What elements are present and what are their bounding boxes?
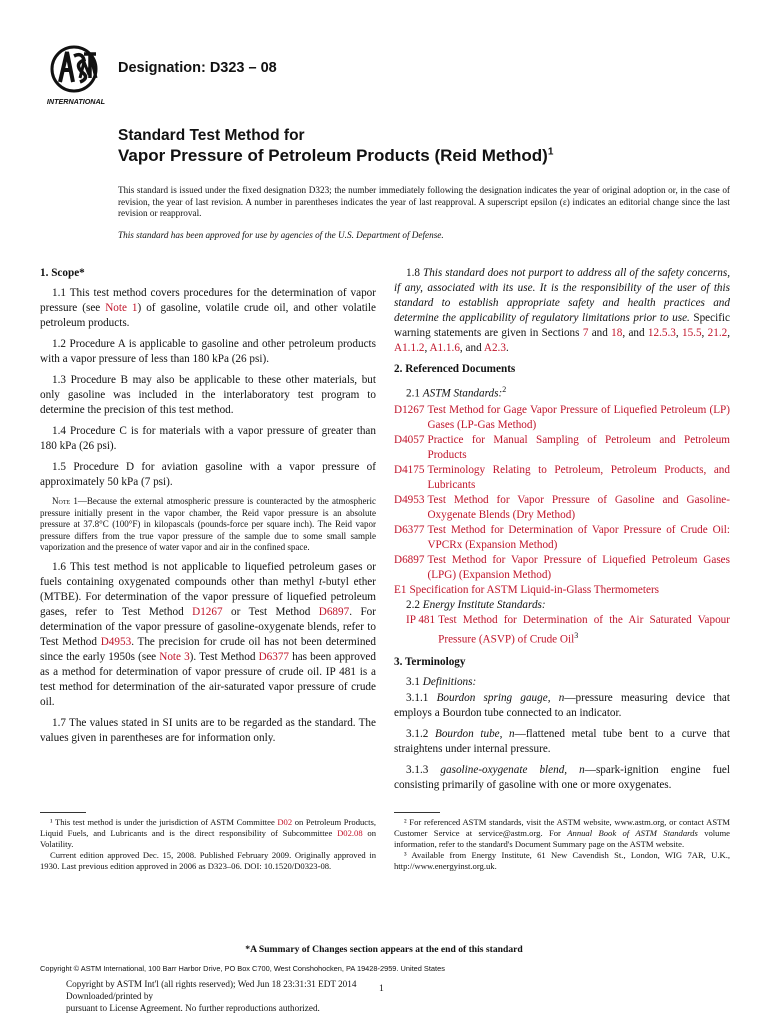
section-21-2-link[interactable]: 21.2 [707, 327, 728, 339]
copyright-line: Copyright © ASTM International, 100 Barr Harbor Drive, PO Box C700, West Conshohocken, PA 19428-2959. United States [40, 964, 445, 973]
astm-standards-label: 2.1 ASTM Standards:$^2$ [406, 385, 507, 400]
note-1: Note 1—Because the external atmospheric pressure is counteracted by the atmospheric pressure initially present in the vapor chamber, the Reid vapor pressure is an absolute pressure at 37.8°C (100°F) in kilopascals (pounds-force per square inch). The Reid vapor pressure differs from the true vapor pressure of the sample due to some small sample vaporization and the presence of water vapor and air in the confined space. [40, 496, 377, 553]
reference-item [394, 583, 730, 598]
reference-item [394, 433, 730, 463]
reference-item [394, 553, 730, 583]
note-1-link[interactable]: Note 1 [105, 302, 138, 314]
scope-1-1: 1.1 This test method covers procedures for the determination of vapor pressure (see Note 1) of gasoline, volatile crude oil, and other volatile petroleum products. [40, 287, 376, 329]
download-line-1: Copyright by ASTM Int'l (all rights reserved); Wed Jun 18 23:31:31 EDT 2014 [66, 979, 357, 989]
download-line-2: Downloaded/printed by [66, 991, 154, 1001]
section-a2-3-link[interactable]: A2.3 [483, 342, 506, 354]
scope-1-5: 1.5 Procedure D for aviation gasoline with a vapor pressure of approximately 50 kPa (7 psi). [40, 461, 376, 488]
dod-approval: This standard has been approved for use by agencies of the U.S. Department of Defense. [118, 230, 444, 240]
d6377-link[interactable]: D6377 [258, 650, 290, 663]
section-12-5-3-link[interactable]: 12.5.3 [647, 327, 676, 339]
term-3-1-1: 3.1.1 Bourdon spring gauge, n—pressure measuring device that employs a Bourdon tube connected to an indicator. [394, 692, 730, 720]
ip-481-title[interactable]: Test Method for Determination of the Air Saturated Vapour Pressure (ASVP) of Crude Oil$^3$ [438, 613, 730, 646]
terminology-heading: 3. Terminology [394, 656, 466, 669]
scope-1-7: 1.7 The values stated in SI units are to be regarded as the standard. The values given in parentheses are for information only. [40, 716, 376, 744]
right-column [394, 266, 730, 799]
reference-code-link[interactable]: D1267 [394, 403, 425, 416]
d02-link[interactable]: D02 [277, 817, 293, 827]
reference-title-link[interactable]: Test Method for Gage Vapor Pressure of Liquefied Petroleum (LP) Gases (LP-Gas Method) [427, 403, 730, 431]
page-number: 1 [379, 983, 384, 994]
summary-of-changes-note: *A Summary of Changes section appears at the end of this standard [245, 944, 523, 955]
footnote-1: ¹ This test method is under the jurisdiction of ASTM Committee D02 on Petroleum Products, Liquid Fuels, and Lubricants and is the direct responsibility of Subcommittee D02.08 on Volatility. [40, 817, 376, 849]
scope-1-3: 1.3 Procedure B may also be applicable to these other materials, but only gasoline was included in the interlaboratory test program to determine the precision of this test method. [40, 374, 376, 416]
reference-item [394, 493, 730, 523]
ip-481-link[interactable]: IP 481 [406, 613, 436, 626]
astm-logo [40, 42, 112, 108]
reference-code-link[interactable]: D6377 [394, 523, 425, 536]
designation: Designation: D323 – 08 [118, 60, 277, 76]
footnote-1-edition: Current edition approved Dec. 15, 2008. Published February 2009. Originally approved in 1930. Last previous edition approved in 2006 as D323–06. DOI: 10.1520/D0323-08. [40, 850, 376, 871]
scope-1-6: 1.6 This test method is not applicable to liquefied petroleum gases or fuels containing oxygenated compounds other than methyl t-butyl ether (MTBE). For determination of the vapor pressure of liquefied petroleum gases, refer to Test Method D1267 or Test Method D6897. For determination of the vapor pressure of gasoline-oxygenate blends, refer to Test Method D4953. The precision for crude oil has not been determined since the early 1950s (see Note 3). Test Method D6377 has been approved as a method for determination of vapor pressure of crude oil. IP 481 is a test method for determination of the air-saturated vapor pressure of crude oil. [40, 560, 376, 708]
ip-481-reference [394, 613, 730, 648]
reference-title-link[interactable]: Practice for Manual Sampling of Petroleum and Petroleum Products [427, 433, 730, 461]
footnote-rule [40, 812, 86, 813]
footnote-3: ³ Available from Energy Institute, 61 New Cavendish St., London, WIG 7AR, U.K., http://www.energyinst.org.uk. [394, 850, 730, 871]
section-15-5-link[interactable]: 15.5 [681, 327, 702, 339]
reference-title-link[interactable]: Specification for ASTM Liquid-in-Glass Thermometers [409, 583, 660, 596]
title-line-2: Vapor Pressure of Petroleum Products (Reid Method)$^1$ [118, 146, 554, 165]
reference-title-link[interactable]: Terminology Relating to Petroleum, Petroleum Products, and Lubricants [427, 463, 730, 491]
astm-reference-list [394, 403, 730, 598]
refs-heading: 2. Referenced Documents [394, 363, 516, 375]
reference-item [394, 463, 730, 493]
d6897-link[interactable]: D6897 [318, 605, 350, 618]
term-3-1-3: 3.1.3 gasoline-oxygenate blend, n—spark-ignition engine fuel consisting primarily of gasoline with one or more oxygenates. [394, 764, 731, 792]
scope-1-4: 1.4 Procedure C is for materials with a vapor pressure of greater than 180 kPa (26 psi). [40, 425, 376, 452]
footnote-rule [394, 812, 440, 813]
reference-item [394, 523, 730, 553]
footnotes-left [40, 812, 376, 872]
section-18-link[interactable]: 18 [611, 327, 623, 339]
reference-code-link[interactable]: E1 [394, 583, 407, 596]
ei-standards-label: 2.2 Energy Institute Standards: [406, 598, 546, 611]
scope-heading: 1. Scope* [40, 267, 85, 279]
reference-title-link[interactable]: Test Method for Vapor Pressure of Liquefied Petroleum Gases (LPG) (Expansion Method) [427, 553, 730, 581]
definitions-label: 3.1 Definitions: [406, 676, 477, 689]
reference-title-link[interactable]: Test Method for Determination of Vapor Pressure of Crude Oil: VPCRx (Expansion Method) [427, 523, 730, 551]
section-7-link[interactable]: 7 [582, 327, 589, 339]
download-stamp [66, 978, 356, 1014]
scope-1-2: 1.2 Procedure A is applicable to gasoline and other petroleum products with a vapor pressure of less than 180 kPa (26 psi). [40, 338, 376, 365]
section-a1-1-6-link[interactable]: A1.1.6 [429, 342, 460, 354]
download-line-3: pursuant to License Agreement. No further reproductions authorized. [66, 1003, 320, 1013]
d4953-link[interactable]: D4953 [100, 635, 132, 648]
intro-text: This standard is issued under the fixed designation D323; the number immediately following the designation indicates the year of original adoption or, in the case of revision, the year of last revision. A number in parentheses indicates the year of last reapproval. A superscript epsilon (ε) indicates an editorial change since the last revision or reapproval. [118, 185, 730, 219]
footnotes-right [394, 812, 730, 872]
reference-code-link[interactable]: D4175 [394, 463, 425, 476]
reference-code-link[interactable]: D4057 [394, 433, 425, 446]
d1267-link[interactable]: D1267 [192, 605, 223, 618]
term-3-1-2: 3.1.2 Bourdon tube, n—flattened metal tube bent to a curve that straightens under internal pressure. [394, 728, 730, 756]
logo-text: INTERNATIONAL [46, 97, 106, 106]
reference-code-link[interactable]: D6897 [394, 553, 425, 566]
section-a1-1-2-link[interactable]: A1.1.2 [394, 342, 425, 354]
left-column [40, 266, 376, 752]
reference-code-link[interactable]: D4953 [394, 493, 425, 506]
reference-title-link[interactable]: Test Method for Vapor Pressure of Gasoline and Gasoline-Oxygenate Blends (Dry Method) [427, 493, 730, 521]
scope-1-8: 1.8 This standard does not purport to address all of the safety concerns, if any, associated with its use. It is the responsibility of the user of this standard to establish appropriate safety and health practices and determine the applicability of regulatory limitations prior to use. Specific warning statements are given in Sections 7 and 18, and 12.5.3, 15.5, 21.2, A1.1.2, A1.1.6, and A2.3. [394, 267, 731, 354]
footnote-2: ² For referenced ASTM standards, visit the ASTM website, www.astm.org, or contact ASTM Customer Service at service@astm.org. For Annual Book of ASTM Standards volume information, refer to the standard's Document Summary page on the ASTM website. [394, 817, 730, 849]
title-footnote-ref: 1 [547, 146, 554, 158]
title-line-1: Standard Test Method for [118, 127, 305, 144]
d02-08-link[interactable]: D02.08 [337, 828, 363, 838]
reference-item [394, 403, 730, 433]
note-3-link[interactable]: Note 3 [159, 650, 190, 663]
